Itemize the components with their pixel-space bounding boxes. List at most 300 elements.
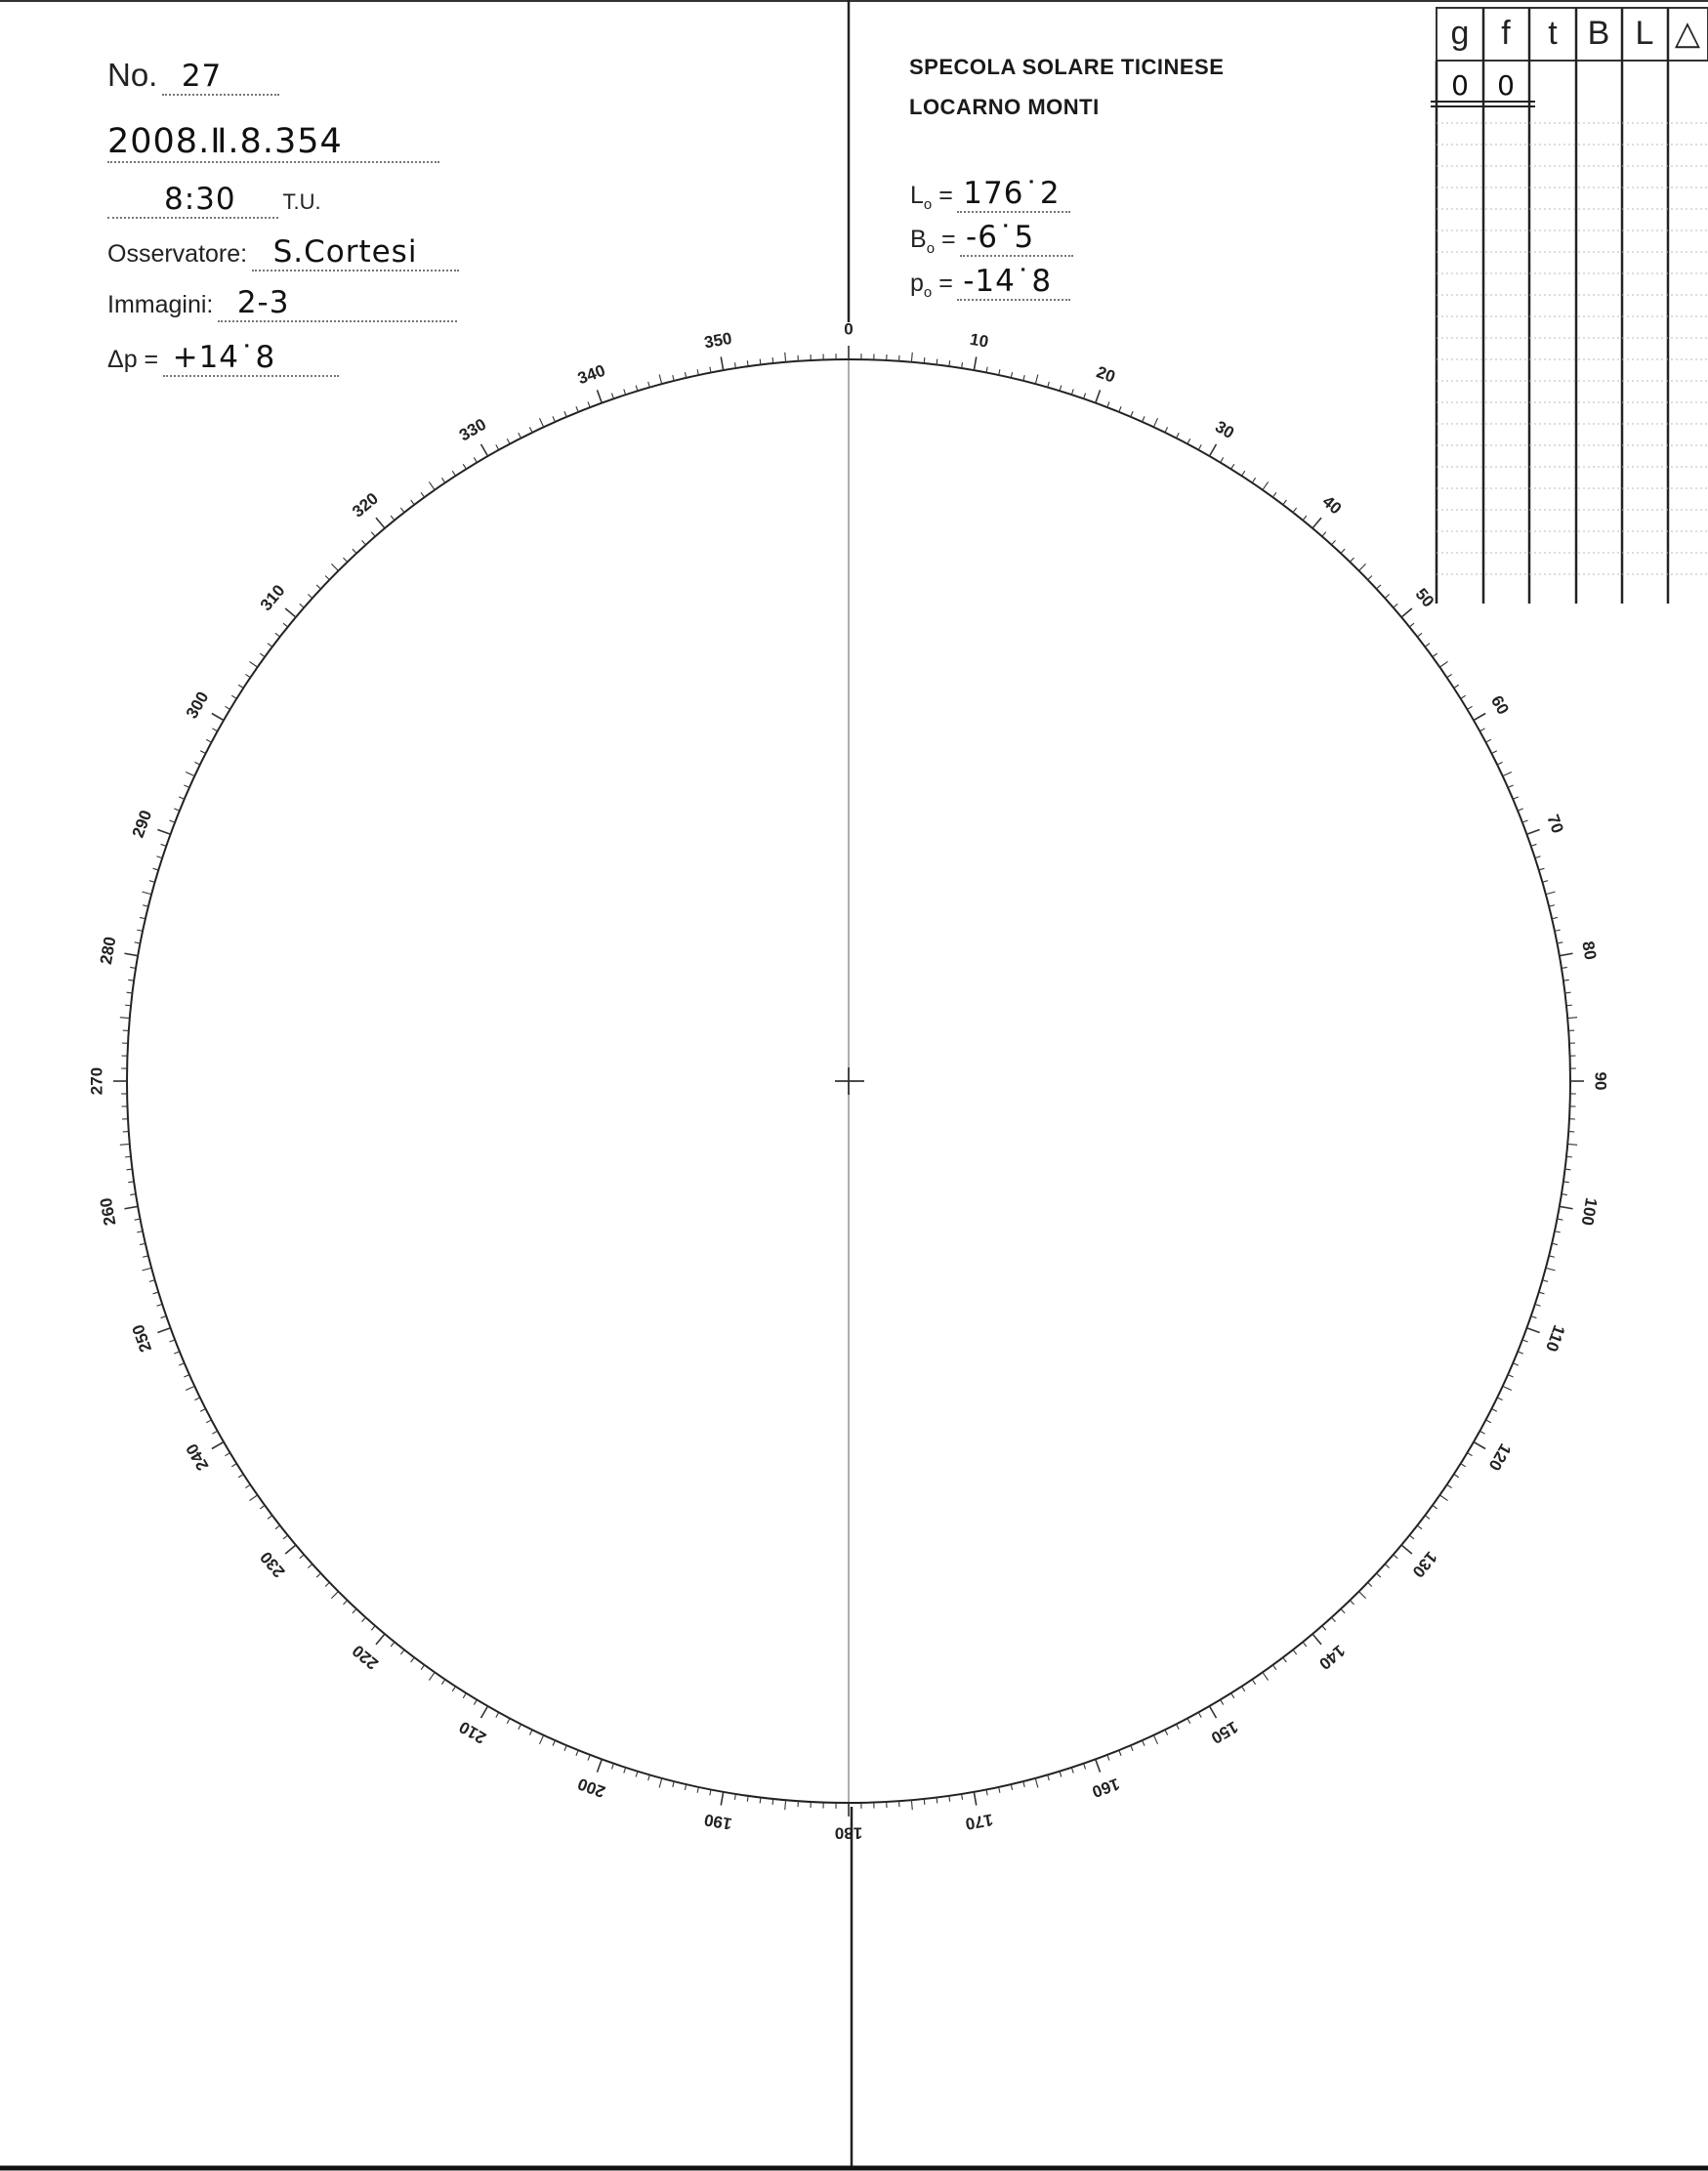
- degree-tick: [429, 481, 435, 489]
- degree-tick: [1023, 375, 1024, 381]
- degree-tick: [496, 1712, 499, 1717]
- degree-tick: [911, 353, 912, 362]
- degree-tick: [685, 1784, 686, 1790]
- degree-tick: [1131, 411, 1133, 417]
- degree-label-280: 280: [96, 935, 120, 966]
- degree-tick: [1165, 427, 1168, 432]
- degree-tick: [1096, 1759, 1101, 1772]
- degree-tick: [1231, 1693, 1234, 1698]
- degree-tick: [231, 1464, 236, 1467]
- degree-tick: [174, 809, 180, 811]
- degree-tick: [1518, 809, 1523, 811]
- p0-subscript: o: [923, 284, 933, 301]
- degree-tick: [186, 772, 194, 775]
- degree-tick: [1508, 1375, 1513, 1377]
- degree-tick: [1385, 594, 1389, 598]
- degree-tick: [285, 1545, 296, 1554]
- degree-tick: [999, 369, 1000, 375]
- L0-field: $L_o$ = 176˙2: [910, 176, 1070, 213]
- degree-tick: [361, 540, 365, 544]
- degree-tick: [1467, 1453, 1472, 1456]
- degree-tick: [648, 382, 650, 388]
- degree-tick: [124, 953, 138, 955]
- degree-tick: [194, 762, 199, 765]
- degree-label-270: 270: [87, 1066, 106, 1096]
- degree-tick: [564, 411, 566, 417]
- degree-tick: [1526, 829, 1539, 834]
- degree-tick: [1467, 706, 1472, 709]
- degree-tick: [421, 492, 425, 497]
- degree-tick: [200, 751, 205, 754]
- degree-tick: [1485, 739, 1490, 742]
- degree-tick: [411, 1657, 415, 1662]
- degree-tick: [1119, 1750, 1121, 1756]
- degree-label-200: 200: [575, 1774, 608, 1802]
- degree-tick: [1564, 992, 1570, 993]
- col-header-g: g: [1450, 15, 1470, 52]
- degree-tick: [179, 1363, 185, 1365]
- degree-tick: [1566, 1005, 1572, 1006]
- degree-tick: [127, 992, 133, 993]
- L0-value[interactable]: 176˙2: [957, 176, 1070, 213]
- degree-tick: [999, 1787, 1000, 1793]
- degree-tick: [481, 1706, 488, 1718]
- degree-tick: [611, 394, 613, 399]
- degree-tick: [1011, 1784, 1012, 1790]
- degree-tick: [1425, 1516, 1430, 1520]
- degree-tick: [1293, 508, 1297, 513]
- degree-tick: [659, 375, 662, 385]
- degree-tick: [130, 1194, 136, 1195]
- degree-tick: [1546, 1268, 1556, 1271]
- degree-label-40: 40: [1318, 491, 1346, 519]
- degree-tick: [331, 1592, 338, 1599]
- degree-tick: [1263, 1672, 1269, 1680]
- degree-tick: [238, 1474, 243, 1477]
- degree-tick: [1187, 438, 1190, 443]
- degree-tick: [1143, 416, 1145, 421]
- degree-tick: [1060, 386, 1062, 392]
- degree-tick: [1303, 516, 1307, 521]
- degree-tick: [1417, 633, 1422, 637]
- degree-tick: [1394, 604, 1398, 607]
- observer-value[interactable]: S.Cortesi: [252, 234, 459, 271]
- degree-tick: [1566, 1156, 1572, 1157]
- degree-tick: [325, 1582, 329, 1586]
- degree-tick: [1293, 1649, 1297, 1654]
- degree-tick: [1023, 1781, 1024, 1787]
- degree-tick: [149, 1280, 155, 1282]
- degree-tick: [157, 1328, 170, 1333]
- degree-tick: [1535, 856, 1541, 858]
- degree-tick: [1048, 382, 1050, 388]
- images-value[interactable]: 2-3: [218, 285, 457, 322]
- degree-tick: [353, 1608, 356, 1612]
- degree-tick: [1562, 967, 1567, 968]
- degree-tick: [986, 1789, 987, 1795]
- degree-tick: [1479, 729, 1484, 731]
- degree-tick: [710, 367, 711, 373]
- degree-tick: [1221, 1699, 1224, 1704]
- L0-subscript: o: [923, 196, 933, 213]
- degree-tick: [1176, 1724, 1179, 1729]
- degree-tick: [156, 1304, 162, 1306]
- degree-tick: [529, 427, 532, 432]
- degree-tick: [1322, 1626, 1326, 1631]
- degree-tick: [179, 797, 185, 799]
- degree-tick: [474, 457, 477, 462]
- degree-tick: [1518, 1352, 1523, 1354]
- degree-label-0: 0: [844, 319, 854, 339]
- degree-tick: [1503, 772, 1512, 775]
- images-label: Immagini:: [107, 291, 214, 318]
- degree-tick: [353, 549, 356, 553]
- degree-tick: [1331, 1617, 1335, 1621]
- number-label: No.: [107, 57, 158, 93]
- degree-tick: [636, 1772, 638, 1777]
- degree-tick: [260, 1505, 265, 1509]
- degree-tick: [1409, 1535, 1414, 1539]
- degree-tick: [1539, 868, 1545, 870]
- degree-tick: [1425, 644, 1430, 647]
- degree-tick: [316, 1573, 320, 1577]
- degree-tick: [371, 1626, 375, 1631]
- B0-field: $B_o$ = -6˙5: [910, 220, 1073, 257]
- degree-tick: [576, 406, 578, 412]
- degree-tick: [1433, 653, 1437, 657]
- degree-tick: [564, 1745, 566, 1751]
- degree-tick: [1461, 1464, 1466, 1467]
- degree-tick: [772, 357, 773, 363]
- degree-tick: [659, 1778, 662, 1788]
- degree-tick: [553, 1740, 555, 1745]
- degree-tick: [1409, 623, 1414, 627]
- degree-tick: [1241, 471, 1244, 476]
- p0-value[interactable]: -14˙8: [957, 264, 1070, 301]
- degree-tick: [539, 418, 543, 427]
- p0-label: p: [910, 270, 924, 297]
- degree-tick: [463, 1693, 466, 1698]
- degree-tick: [1394, 1555, 1398, 1559]
- degree-tick: [1567, 1144, 1577, 1145]
- degree-tick: [156, 856, 162, 858]
- degree-tick: [1119, 406, 1121, 412]
- observatory-name: SPECOLA SOLARE TICINESE: [909, 55, 1225, 79]
- degree-tick: [140, 1243, 146, 1244]
- delta-p-value[interactable]: +14˙8: [163, 340, 339, 377]
- degree-tick: [1231, 464, 1234, 469]
- degree-tick: [974, 356, 976, 370]
- degree-tick: [249, 1495, 257, 1501]
- degree-tick: [120, 1144, 130, 1145]
- degree-tick: [1331, 540, 1335, 544]
- degree-tick: [1035, 1778, 1038, 1788]
- degree-tick: [1283, 1657, 1287, 1662]
- degree-tick: [1401, 1545, 1412, 1554]
- degree-tick: [411, 500, 415, 505]
- degree-tick: [1513, 797, 1519, 799]
- degree-tick: [1153, 418, 1157, 427]
- degree-tick: [611, 1764, 613, 1770]
- degree-tick: [1011, 372, 1012, 378]
- degree-label-290: 290: [128, 808, 156, 841]
- col-header-delta: △: [1674, 15, 1701, 52]
- degree-tick: [1508, 785, 1513, 787]
- degree-tick: [300, 604, 305, 607]
- date-value[interactable]: 2008.Ⅱ.8.354: [107, 122, 439, 163]
- degree-tick: [1531, 1316, 1537, 1318]
- degree-tick: [697, 369, 698, 375]
- degree-tick: [1479, 1431, 1484, 1434]
- degree-tick: [1341, 549, 1345, 553]
- degree-tick: [1454, 1474, 1459, 1477]
- degree-label-160: 160: [1089, 1774, 1122, 1802]
- degree-tick: [153, 868, 159, 870]
- degree-tick: [1401, 608, 1412, 617]
- degree-tick: [1439, 1495, 1447, 1501]
- degree-tick: [325, 575, 329, 579]
- degree-tick: [734, 362, 735, 368]
- observer-field: [107, 234, 459, 271]
- degree-tick: [1322, 532, 1326, 537]
- observatory-location: LOCARNO MONTI: [909, 95, 1100, 119]
- time-value[interactable]: 8:30: [107, 182, 278, 219]
- degree-tick: [1522, 820, 1528, 822]
- degree-label-320: 320: [349, 488, 383, 522]
- degree-label-350: 350: [702, 328, 733, 353]
- degree-tick: [260, 653, 265, 657]
- degree-tick: [474, 1699, 477, 1704]
- degree-tick: [685, 372, 686, 378]
- degree-tick: [343, 1601, 347, 1605]
- degree-tick: [636, 386, 638, 392]
- degree-tick: [1107, 401, 1109, 407]
- col-header-f: f: [1501, 15, 1511, 52]
- col-header-B: B: [1587, 15, 1610, 52]
- degree-tick: [1485, 1420, 1490, 1423]
- degree-tick: [1549, 1256, 1555, 1257]
- degree-tick: [721, 1792, 723, 1806]
- degree-tick: [576, 1750, 578, 1756]
- degree-tick: [1542, 881, 1548, 883]
- degree-tick: [1210, 444, 1217, 456]
- degree-tick: [1241, 1687, 1244, 1691]
- degree-tick: [1447, 674, 1452, 677]
- degree-tick: [507, 1718, 510, 1723]
- B0-value[interactable]: -6˙5: [960, 220, 1073, 257]
- p0-field: $p_o$ = -14˙8: [910, 264, 1070, 301]
- degree-tick: [697, 1787, 698, 1793]
- degree-tick: [125, 1156, 131, 1157]
- degree-tick: [143, 1256, 148, 1257]
- degree-tick: [1263, 481, 1269, 489]
- degree-tick: [1560, 953, 1573, 955]
- degree-tick: [1546, 892, 1556, 895]
- degree-tick: [1555, 930, 1561, 931]
- degree-tick: [1433, 1505, 1437, 1509]
- degree-tick: [212, 729, 217, 731]
- degree-label-250: 250: [128, 1321, 156, 1355]
- degree-tick: [1557, 1219, 1562, 1220]
- degree-tick: [519, 433, 521, 438]
- degree-tick: [1060, 1772, 1062, 1777]
- degree-tick: [760, 1797, 761, 1803]
- degree-tick: [1491, 751, 1496, 754]
- degree-tick: [1198, 1712, 1201, 1717]
- degree-tick: [421, 1665, 425, 1670]
- degree-tick: [127, 1169, 133, 1170]
- degree-tick: [962, 362, 963, 368]
- number-value[interactable]: 27: [162, 59, 279, 96]
- degree-tick: [463, 464, 466, 469]
- degree-label-130: 130: [1408, 1547, 1441, 1581]
- degree-tick: [1503, 1386, 1512, 1390]
- degree-tick: [1562, 1194, 1567, 1195]
- degree-label-150: 150: [1207, 1717, 1242, 1748]
- degree-label-300: 300: [182, 688, 213, 723]
- degree-tick: [1385, 1564, 1389, 1567]
- degree-tick: [268, 644, 272, 647]
- degree-tick: [1497, 762, 1502, 765]
- degree-label-100: 100: [1577, 1196, 1602, 1228]
- degree-tick: [1368, 1582, 1372, 1586]
- degree-tick: [212, 1442, 224, 1449]
- date-field: [107, 122, 439, 163]
- images-field: [107, 285, 457, 322]
- degree-tick: [361, 1617, 365, 1621]
- degree-tick: [194, 1398, 199, 1400]
- degree-tick: [137, 930, 143, 931]
- degree-tick: [376, 518, 385, 528]
- degree-tick: [673, 1781, 674, 1787]
- degree-tick: [772, 1799, 773, 1805]
- degree-label-220: 220: [349, 1641, 383, 1674]
- degree-tick: [285, 608, 296, 617]
- degree-tick: [1153, 1735, 1157, 1744]
- degree-tick: [710, 1789, 711, 1795]
- degree-tick: [1341, 1608, 1345, 1612]
- degree-tick: [245, 674, 250, 677]
- degree-tick: [624, 1768, 626, 1774]
- degree-tick: [391, 1642, 395, 1647]
- degree-tick: [391, 516, 395, 521]
- degree-tick: [1359, 564, 1366, 570]
- degree-tick: [157, 829, 170, 834]
- time-field: [107, 182, 321, 219]
- degree-label-180: 180: [834, 1823, 863, 1843]
- degree-tick: [1312, 518, 1321, 528]
- degree-tick: [785, 353, 786, 362]
- degree-tick: [169, 1340, 175, 1342]
- degree-tick: [1176, 433, 1179, 438]
- degree-label-260: 260: [96, 1196, 120, 1228]
- degree-label-110: 110: [1541, 1322, 1569, 1355]
- degree-tick: [597, 390, 602, 402]
- degree-tick: [452, 471, 455, 476]
- degree-tick: [1491, 1408, 1496, 1411]
- degree-tick: [1071, 1768, 1073, 1774]
- degree-label-330: 330: [455, 414, 490, 445]
- degree-tick: [343, 558, 347, 562]
- degree-tick: [1531, 844, 1537, 846]
- degree-tick: [212, 714, 224, 721]
- degree-tick: [206, 1420, 211, 1423]
- degree-tick: [331, 564, 338, 570]
- degree-tick: [1107, 1755, 1109, 1761]
- degree-tick: [186, 1386, 194, 1390]
- degree-tick: [1252, 1680, 1255, 1685]
- degree-tick: [1526, 1328, 1539, 1333]
- degree-tick: [1376, 585, 1380, 589]
- degree-label-60: 60: [1486, 692, 1513, 718]
- degree-tick: [308, 594, 312, 598]
- degree-tick: [249, 661, 257, 667]
- degree-tick: [174, 1352, 180, 1354]
- degree-tick: [1376, 1573, 1380, 1577]
- degree-label-70: 70: [1543, 812, 1567, 836]
- degree-tick: [376, 1634, 385, 1645]
- degree-label-190: 190: [702, 1810, 733, 1834]
- degree-tick: [1035, 375, 1038, 385]
- degree-tick: [1535, 1304, 1541, 1306]
- degree-tick: [1549, 905, 1555, 906]
- degree-label-310: 310: [256, 581, 289, 615]
- degree-tick: [529, 1730, 532, 1734]
- degree-tick: [161, 1316, 167, 1318]
- degree-tick: [785, 1800, 786, 1810]
- degree-tick: [1221, 457, 1224, 462]
- degree-tick: [225, 1453, 229, 1456]
- B0-subscript: o: [926, 240, 936, 257]
- degree-tick: [539, 1735, 543, 1744]
- degree-tick: [1283, 500, 1287, 505]
- degree-tick: [1513, 1363, 1519, 1365]
- degree-tick: [588, 1755, 590, 1761]
- degree-tick: [1272, 1665, 1276, 1670]
- degree-tick: [1368, 575, 1372, 579]
- degree-tick: [1454, 685, 1459, 688]
- degree-tick: [1552, 1243, 1558, 1244]
- degree-tick: [153, 1292, 159, 1294]
- degree-tick: [1187, 1718, 1190, 1723]
- degree-label-340: 340: [575, 360, 608, 389]
- degree-tick: [161, 844, 167, 846]
- degree-label-10: 10: [968, 329, 990, 352]
- degree-tick: [648, 1774, 650, 1780]
- degree-tick: [371, 532, 375, 537]
- degree-tick: [1567, 1018, 1577, 1019]
- degree-tick: [184, 785, 188, 787]
- degree-tick: [1474, 1442, 1485, 1449]
- degree-tick: [1084, 394, 1086, 399]
- degree-tick: [924, 1799, 925, 1805]
- degree-tick: [1252, 478, 1255, 482]
- cell-g-row1: 0: [1451, 69, 1469, 102]
- degree-tick: [400, 1649, 404, 1654]
- degree-tick: [429, 1672, 435, 1680]
- degree-tick: [1272, 492, 1276, 497]
- degree-tick: [238, 685, 243, 688]
- degree-label-90: 90: [1591, 1071, 1610, 1091]
- degree-tick: [1564, 1169, 1570, 1170]
- degree-tick: [911, 1800, 912, 1810]
- degree-tick: [624, 389, 626, 395]
- degree-tick: [1096, 390, 1101, 402]
- degree-label-140: 140: [1314, 1641, 1349, 1674]
- degree-tick: [1539, 1292, 1545, 1294]
- degree-tick: [308, 1564, 312, 1567]
- degree-tick: [588, 401, 590, 407]
